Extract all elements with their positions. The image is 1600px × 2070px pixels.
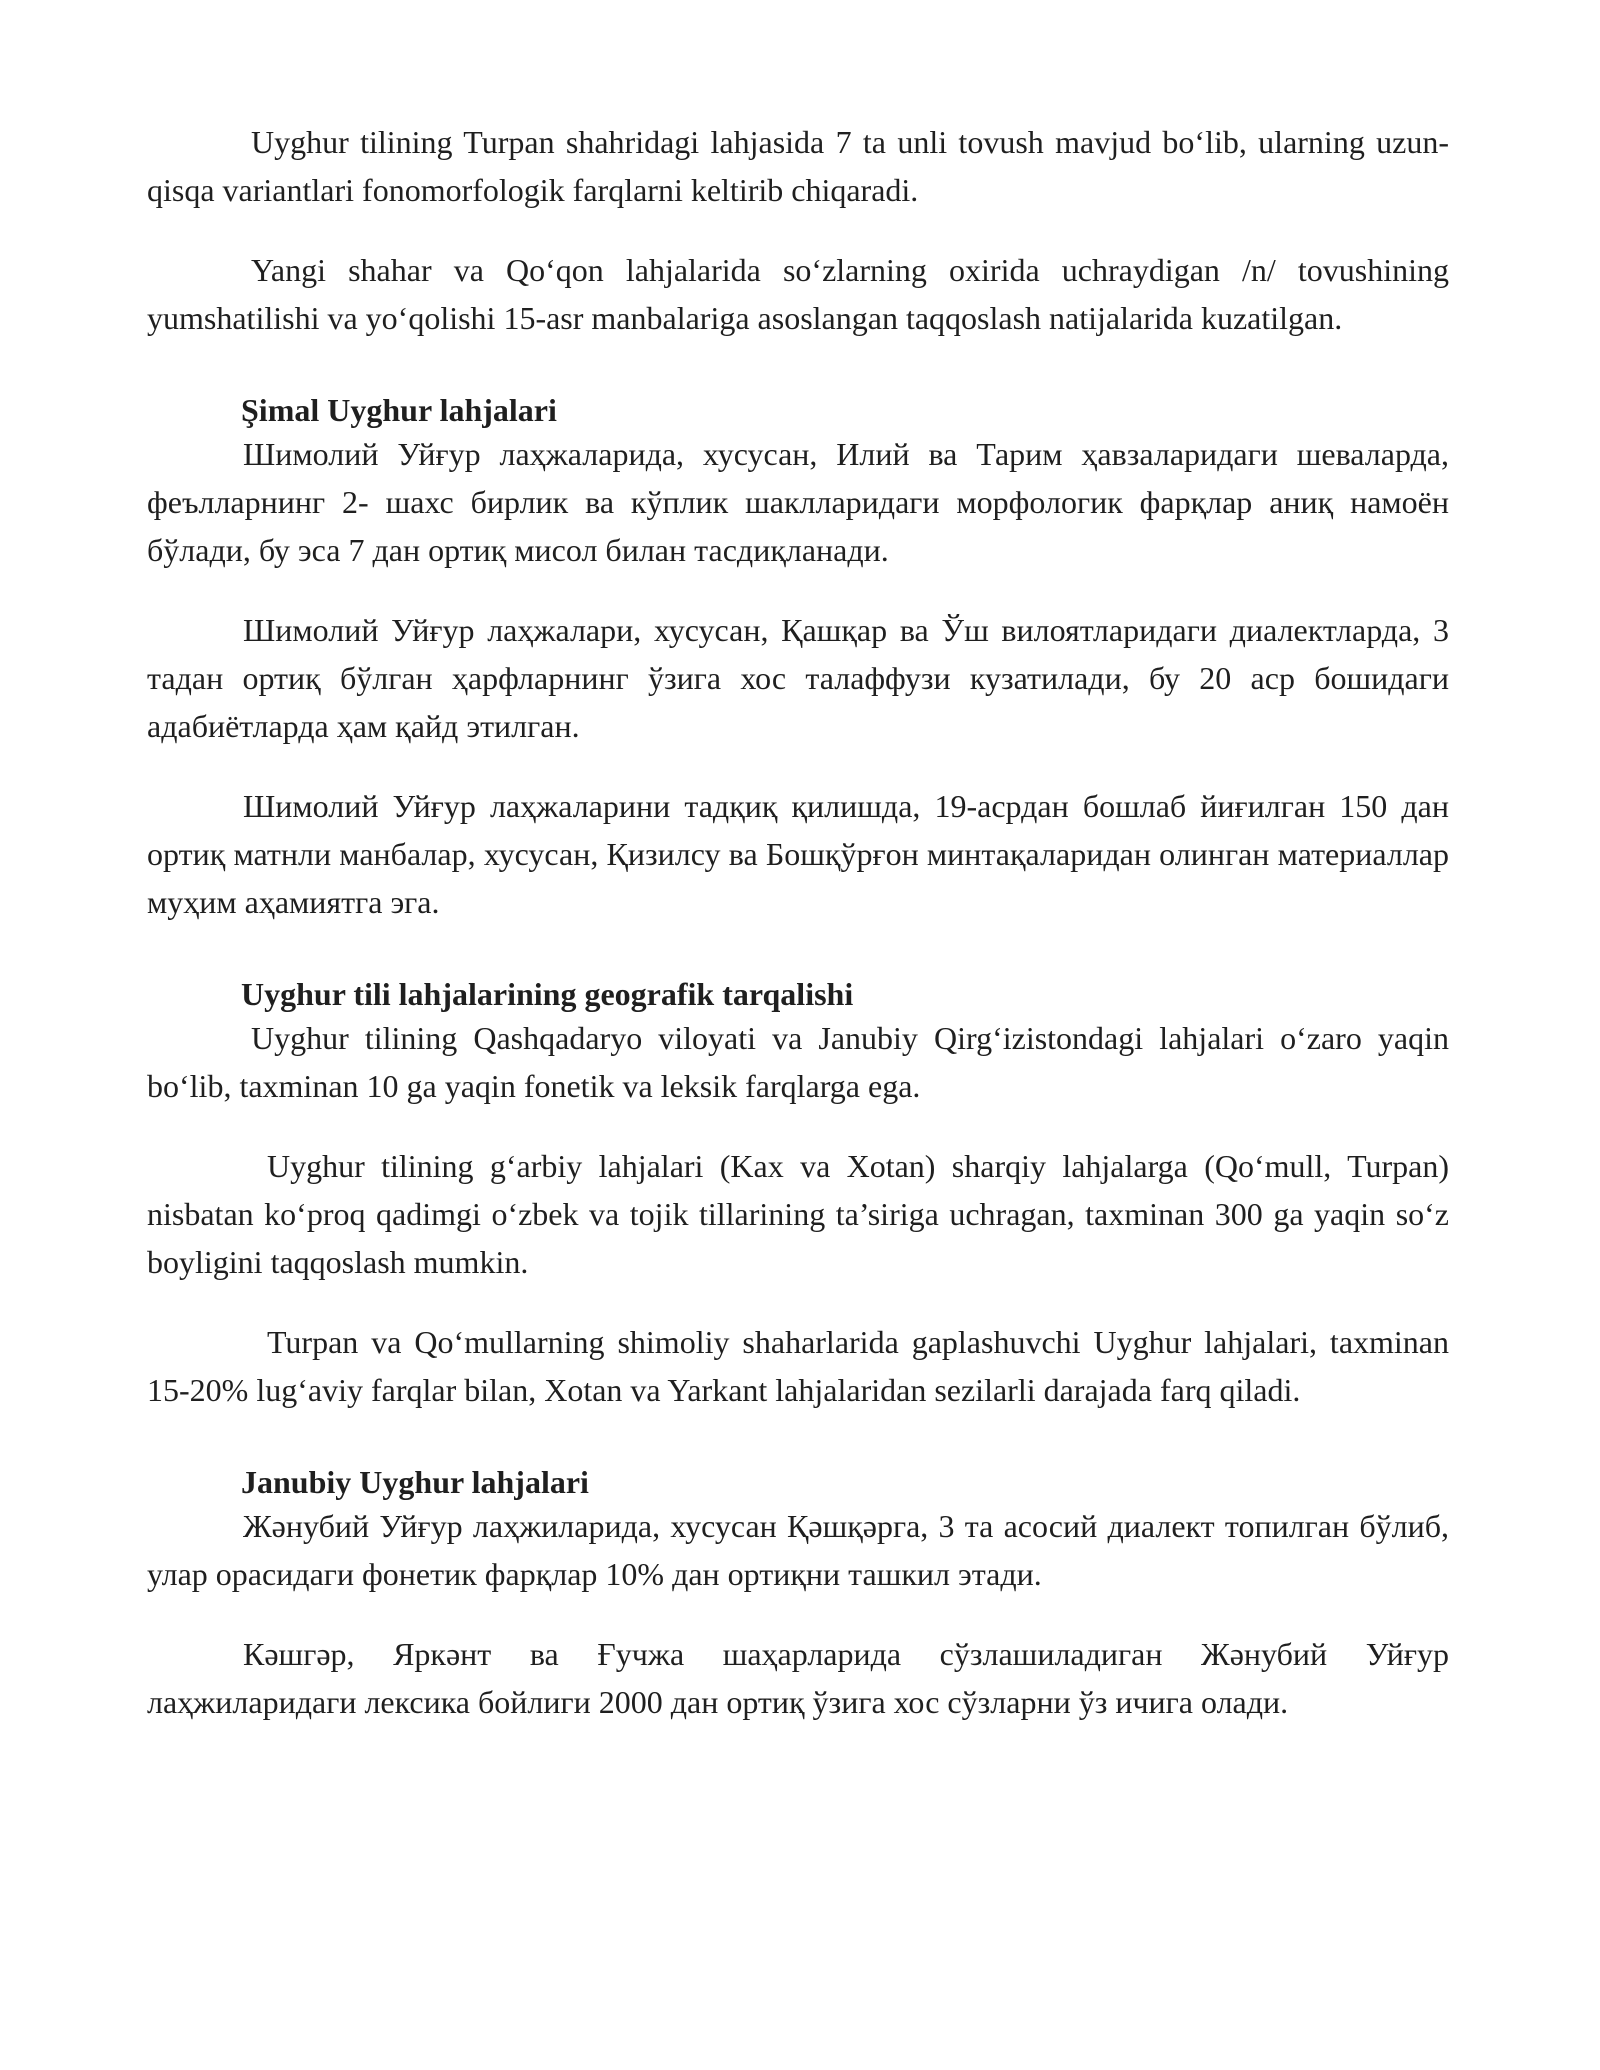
paragraph: Шимолий Уйғур лаҳжаларини тадқиқ қилишда, 19-асрдан бошлаб йиғилган 150 дан ортиқ матнли манбалар, хусусан, Қизилсу ва Бошқўрғон минтақаларидан олинган материаллар муҳим аҳамиятга эга.	[147, 788, 1449, 920]
section-heading-south: Janubiy Uyghur lahjalari	[241, 1464, 589, 1500]
paragraph: Yangi shahar va Qo‘qon lahjalarida so‘zlarning oxirida uchraydigan /n/ tovushining yumshatilishi va yo‘qolishi 15-asr manbalariga asoslangan taqqoslash natijalarida kuzatilgan.	[147, 252, 1449, 336]
paragraph: Кәшгәр, Яркәнт ва Ғучжа шаҳарларида сўзлашиладиган Жәнубий Уйғур лаҳжиларидаги лексика бойлиги 2000 дан ортиқ ўзига хос сўзларни ўз ичига олади.	[147, 1636, 1449, 1720]
section-heading-north: Şimal Uyghur lahjalari	[241, 392, 557, 428]
document-page	[147, 118, 1449, 1758]
paragraph: Шимолий Уйғур лаҳжалари, хусусан, Қашқар ва Ўш вилоятларидаги диалектларда, 3 тадан ортиқ бўлган ҳарфларнинг ўзига хос талаффузи кузатилади, бу 20 аср бошидаги адабиётларда ҳам қайд этилган.	[147, 612, 1449, 744]
paragraph: Uyghur tilining g‘arbiy lahjalari (Kax va Xotan) sharqiy lahjalarga (Qo‘mull, Turpan) nisbatan ko‘proq qadimgi o‘zbek va tojik tillarining ta’siriga uchragan, taxminan 300 ga yaqin so‘z boyligini taqqoslash mumkin.	[147, 1148, 1449, 1280]
paragraph: Шимолий Уйғур лаҳжаларида, хусусан, Илий ва Тарим ҳавзаларидаги шеваларда, феълларнинг 2- шахс бирлик ва кўплик шаклларидаги морфологик фарқлар аниқ намоён бўлади, бу эса 7 дан ортиқ мисол билан тасдиқланади.	[147, 436, 1449, 568]
paragraph: Uyghur tilining Qashqadaryo viloyati va Janubiy Qirg‘izistondagi lahjalari o‘zaro yaqin bo‘lib, taxminan 10 ga yaqin fonetik va leksik farqlarga ega.	[147, 1020, 1449, 1104]
paragraph: Turpan va Qo‘mullarning shimoliy shaharlarida gaplashuvchi Uyghur lahjalari, taxminan 15-20% lug‘aviy farqlar bilan, Xotan va Yarkant lahjalaridan sezilarli darajada farq qiladi.	[147, 1324, 1449, 1408]
paragraph: Uyghur tilining Turpan shahridagi lahjasida 7 ta unli tovush mavjud bo‘lib, ularning uzun-qisqa variantlari fonomorfologik farqlarni keltirib chiqaradi.	[147, 124, 1449, 208]
paragraph: Жәнубий Уйғур лаҳжиларида, хусусан Қәшқәрга, 3 та асосий диалект топилган бўлиб, улар орасидаги фонетик фарқлар 10% дан ортиқни ташкил этади.	[147, 1508, 1449, 1592]
section-heading-geography: Uyghur tili lahjalarining geografik tarqalishi	[241, 976, 854, 1012]
